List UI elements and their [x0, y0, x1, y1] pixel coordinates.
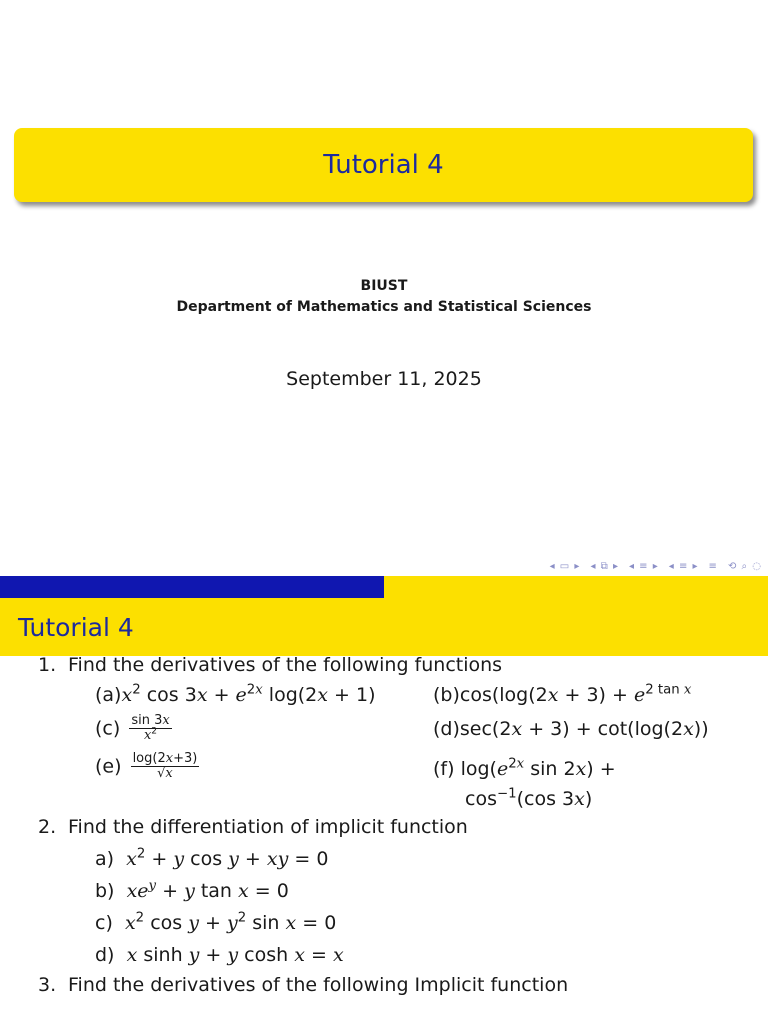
- question-number: 3.: [38, 974, 57, 996]
- institution-name: BIUST: [360, 278, 408, 294]
- part-label: (f): [433, 758, 455, 780]
- title-banner: [14, 128, 753, 202]
- question-1: [38, 654, 502, 676]
- part-label: d): [95, 944, 115, 966]
- tutorial-slide: [0, 576, 768, 1024]
- question-number: 1.: [38, 654, 57, 676]
- slide-title: Tutorial 4: [323, 150, 444, 180]
- q2-part-d: d) x sinh y + y cosh x = x: [95, 944, 344, 966]
- frame-title-bar: [0, 598, 768, 656]
- part-label: (a): [95, 684, 122, 706]
- department-name: Department of Mathematics and Statistical Sciences: [176, 299, 592, 315]
- q1-part-a: $(a)x^2$ $\cos 3x + e^{2x}$ log(2x + 1): [95, 682, 376, 706]
- nav-align-icon[interactable]: ≡: [708, 560, 718, 572]
- part-label: (e): [95, 755, 122, 778]
- frame-title: Tutorial 4: [18, 613, 134, 642]
- question-2: [38, 816, 468, 838]
- question-number: 2.: [38, 816, 57, 838]
- q2-part-a: a) $x^2 + y$ cos y + xy = 0: [95, 846, 329, 870]
- nav-frame-icon[interactable]: ◂ ▭ ▸: [549, 560, 581, 572]
- part-label: (c): [95, 717, 121, 740]
- question-text: Find the derivatives of the following Implicit function: [68, 974, 569, 996]
- header-yellow-bar-top: [384, 576, 768, 598]
- part-label: (b): [433, 684, 460, 706]
- q1-part-b: $(b)\cos(\log(2x + 3) + e^{2 tan x}$: [433, 682, 692, 706]
- q1-part-f-continued: $\cos^{-1}(\cos$ 3x): [465, 786, 593, 810]
- question-text: Find the derivatives of the following functions: [68, 654, 503, 676]
- nav-search-icon[interactable]: ⟲ ⌕ ◌: [727, 560, 762, 572]
- q2-part-b: b) $xe^y + y$ tan x = 0: [95, 878, 289, 902]
- nav-section-icon[interactable]: ◂ ≡ ▸: [628, 560, 659, 572]
- nav-document-icon[interactable]: ◂ ≡ ▸: [668, 560, 699, 572]
- q1-part-e: (e) $\frac{\log(2x+3)}{√x}$: [95, 751, 198, 782]
- question-text: Find the differentiation of implicit function: [68, 816, 468, 838]
- q1-part-d: (d)sec(2x + 3) + cot(log(2x)): [433, 718, 709, 740]
- q1-part-c: (c) $\frac{\sin 3x}{x^2}$: [95, 713, 170, 744]
- question-3: [38, 974, 568, 996]
- header-blue-bar: [0, 576, 384, 598]
- q1-part-f: (f) $\log(e^{2x}$ sin 2x) +: [433, 756, 616, 780]
- q2-part-c: c) $x^2$ $\cos y + y^2$ sin x = 0: [95, 910, 337, 934]
- part-label: a): [95, 848, 115, 870]
- part-label: (d): [433, 718, 460, 740]
- presentation-date: September 11, 2025: [286, 368, 482, 390]
- nav-subsection-icon[interactable]: ◂ ⧉ ▸: [590, 560, 619, 572]
- beamer-navigation-bar: [550, 558, 762, 574]
- part-label: b): [95, 880, 115, 902]
- part-label: c): [95, 912, 113, 934]
